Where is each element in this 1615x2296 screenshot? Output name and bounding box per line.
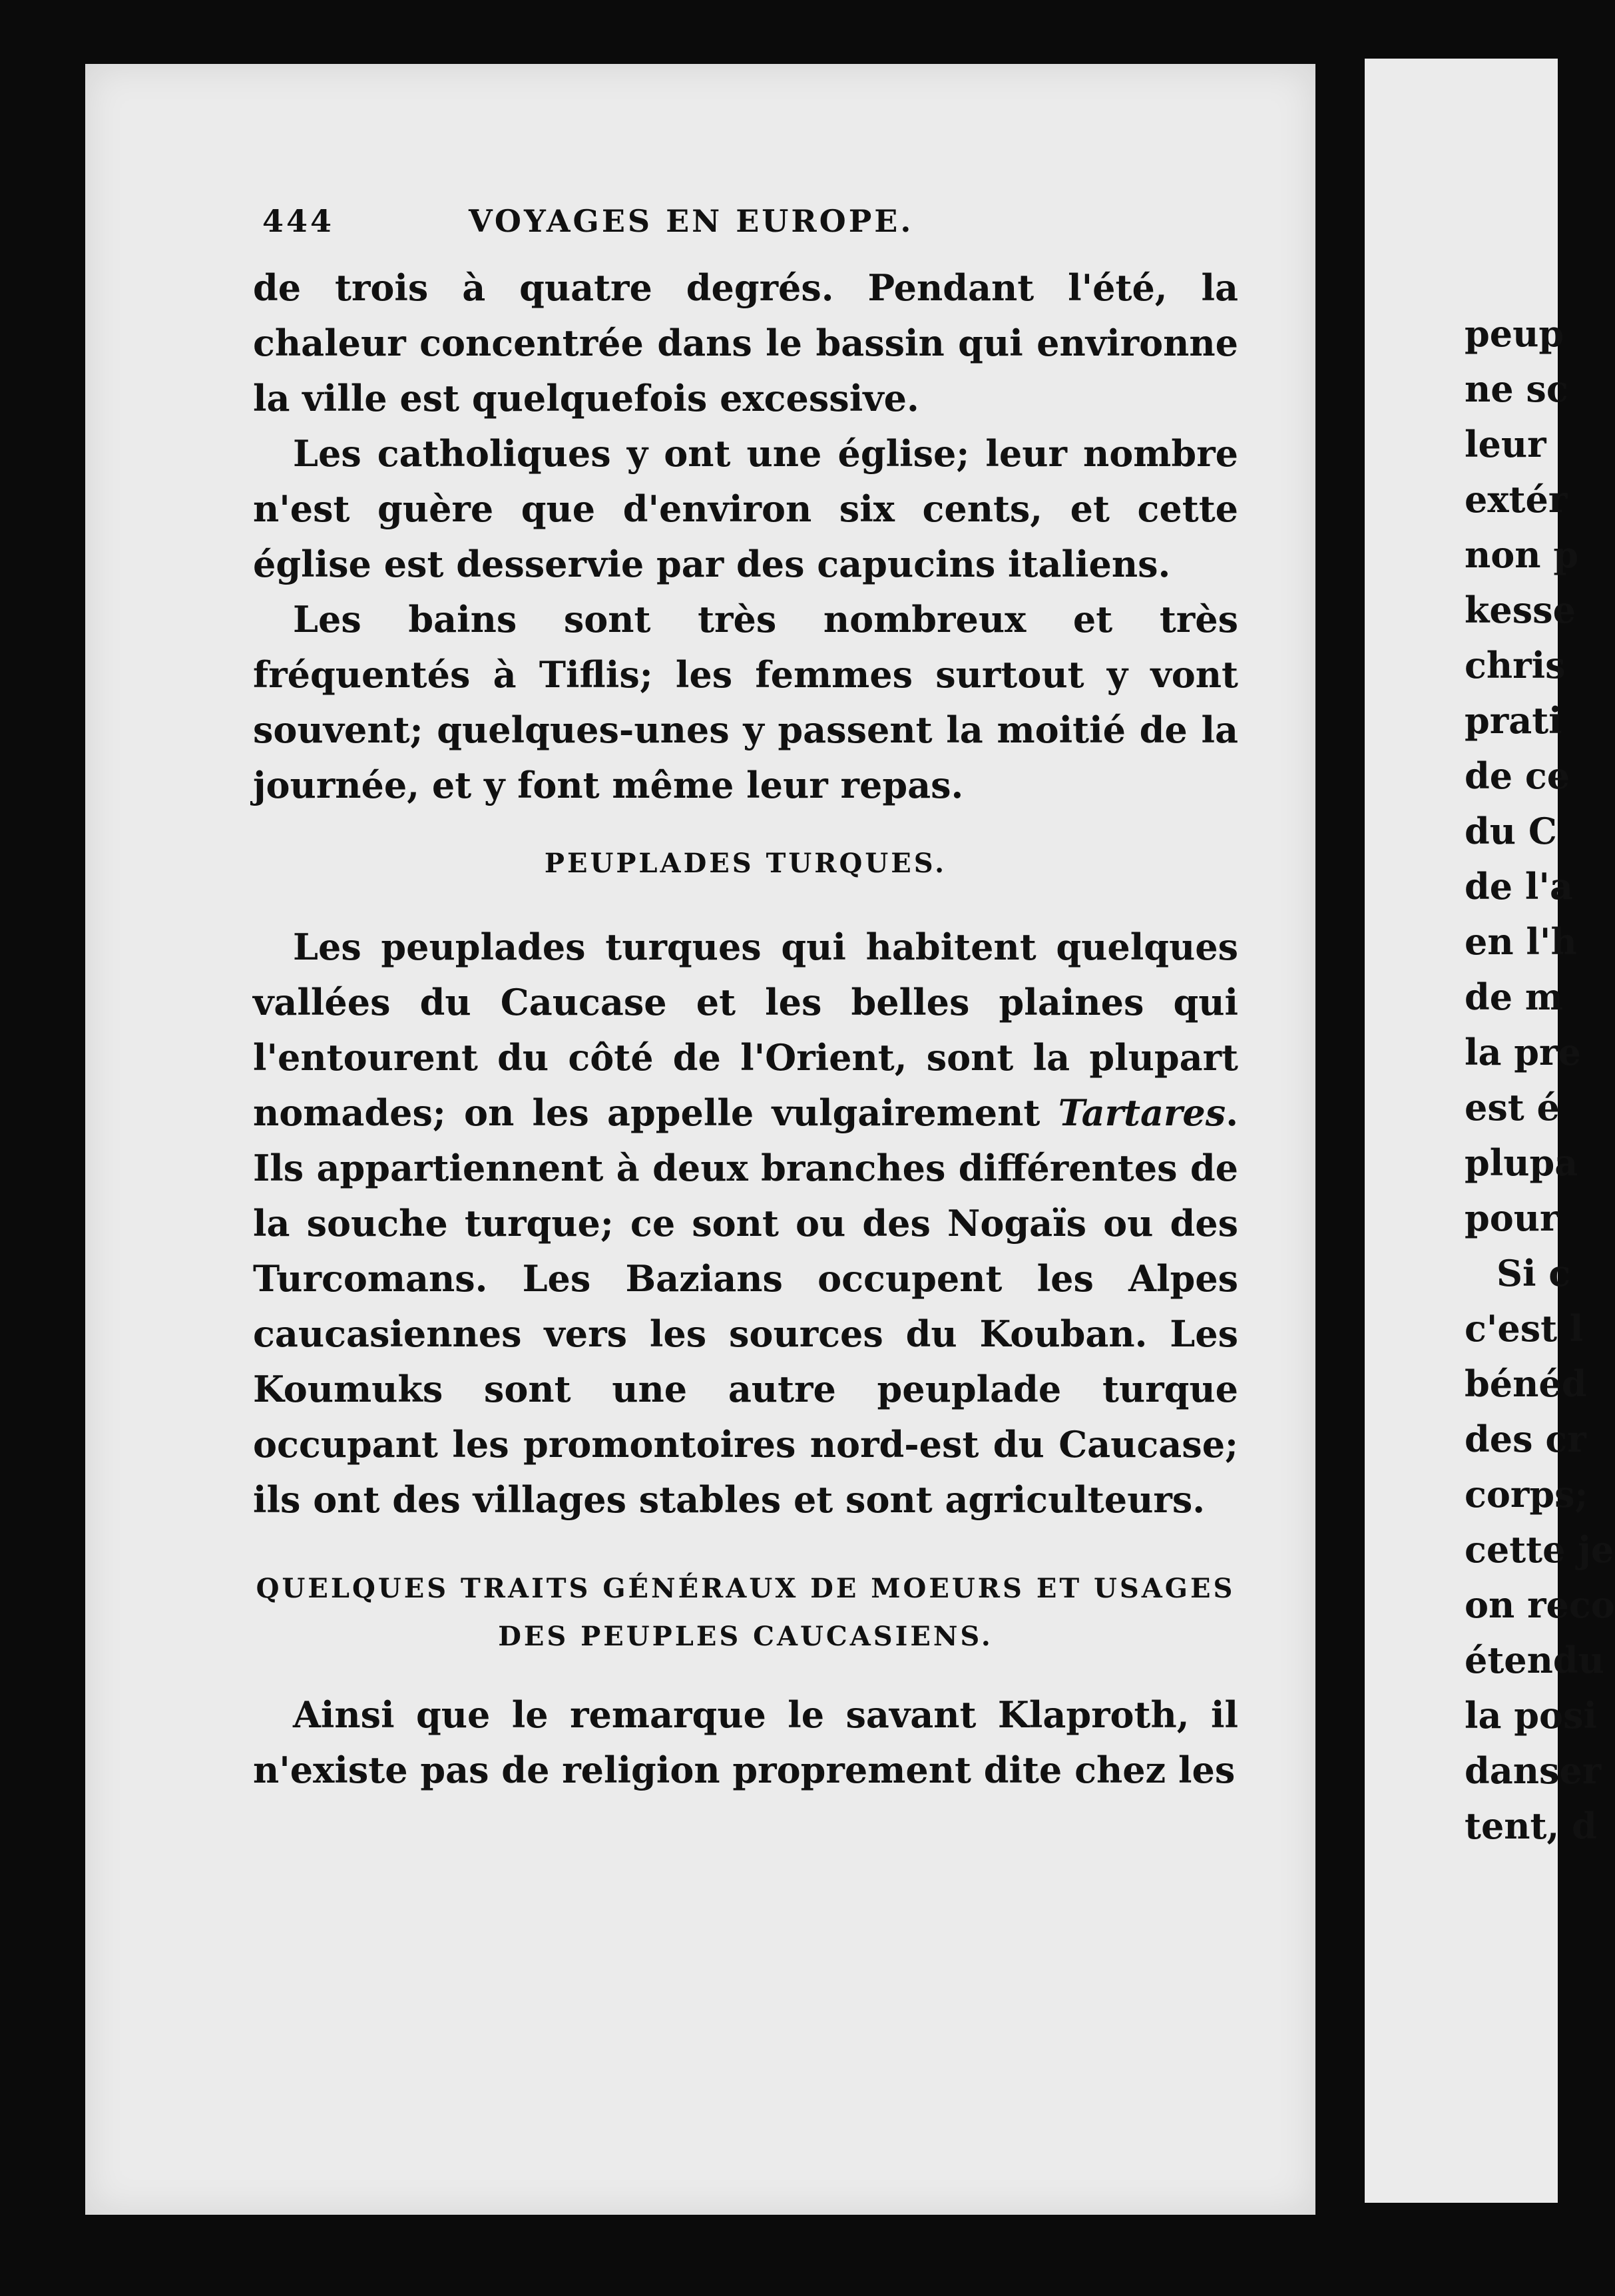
running-title: VOYAGES EN EUROPE. xyxy=(469,203,914,239)
right-line: des cr xyxy=(1465,1418,1586,1460)
right-line: on reco xyxy=(1465,1583,1615,1626)
right-line: chris xyxy=(1465,644,1566,687)
right-line: peup xyxy=(1465,312,1564,355)
right-line: prati xyxy=(1465,699,1562,742)
running-header xyxy=(262,203,1238,260)
paragraph-peuplades-part2: . Ils appartiennent à deux branches différentes de la souche turque; ce sont ou des Nogaïs ou des Turcomans. Les Bazians occupent les Alpes caucasiennes vers les sources du Kouban. Les Koumuks sont une autre peuplade turque occupant les promontoires nord-est du Caucase; ils ont des villages stables et sont agriculteurs. xyxy=(253,1091,1238,1521)
right-line: extér xyxy=(1465,478,1568,521)
section-title-peuplades: PEUPLADES TURQUES. xyxy=(544,848,947,879)
page-number: 444 xyxy=(262,203,335,239)
right-line: la pre xyxy=(1465,1031,1581,1073)
right-line: pour xyxy=(1465,1197,1559,1239)
italic-tartares: Tartares xyxy=(1058,1091,1226,1134)
section-title-traits-line1: QUELQUES TRAITS GÉNÉRAUX DE MOEURS ET USAGES xyxy=(256,1573,1236,1604)
right-line: bénéd xyxy=(1465,1362,1587,1405)
right-line: kesse xyxy=(1465,589,1576,631)
right-line: non p xyxy=(1465,533,1579,576)
right-line: de l'a xyxy=(1465,865,1573,908)
right-line: danser xyxy=(1465,1749,1602,1792)
paragraph-intro-2: Les catholiques y ont une église; leur nombre n'est guère que d'environ six cents, et cette église est desservie par des capucins italiens. xyxy=(253,432,1238,585)
right-line: ne sc xyxy=(1465,368,1568,410)
paragraph-klaproth: Ainsi que le remarque le savant Klaproth, il n'existe pas de religion proprement dite chez les xyxy=(253,1693,1238,1791)
right-page xyxy=(1365,59,1615,2203)
right-page-text xyxy=(1465,306,1615,1854)
section-title-traits-line2: DES PEUPLES CAUCASIENS. xyxy=(498,1621,993,1652)
right-line: corps; xyxy=(1465,1473,1588,1516)
right-line: cette je xyxy=(1465,1528,1614,1571)
paragraph-intro-1: de trois à quatre degrés. Pendant l'été, la chaleur concentrée dans le bassin qui environne la ville est quelquefois excessive. xyxy=(253,266,1238,420)
paragraph-peuplades-part1: Les peuplades turques qui habitent quelques vallées du Caucase et les belles plaines qui l'entourent du côté de l'Orient, sont la plupart nomades; on les appelle vulgairement xyxy=(253,926,1238,1134)
right-line: tent, d xyxy=(1465,1805,1597,1847)
right-line: de ce xyxy=(1465,754,1570,797)
right-line: plupa xyxy=(1465,1141,1578,1184)
right-line: leur xyxy=(1465,423,1546,465)
right-line: étendu xyxy=(1465,1639,1604,1681)
paragraph-intro-3: Les bains sont très nombreux et très fréquentés à Tiflis; les femmes surtout y vont souvent; quelques-unes y passent la moitié de la journée, et y font même leur repas. xyxy=(253,598,1238,806)
right-line: de m xyxy=(1465,976,1564,1018)
right-line: du C xyxy=(1465,810,1557,852)
right-line: Si c xyxy=(1497,1252,1571,1294)
right-line: c'est l xyxy=(1465,1307,1584,1350)
right-line: la posi xyxy=(1465,1694,1597,1737)
paragraph-peuplades xyxy=(253,920,1238,1528)
section-title-traits xyxy=(253,1565,1238,1661)
left-page-text xyxy=(253,203,1238,1798)
right-line: est é xyxy=(1465,1086,1560,1129)
right-line: en l'h xyxy=(1465,920,1577,963)
